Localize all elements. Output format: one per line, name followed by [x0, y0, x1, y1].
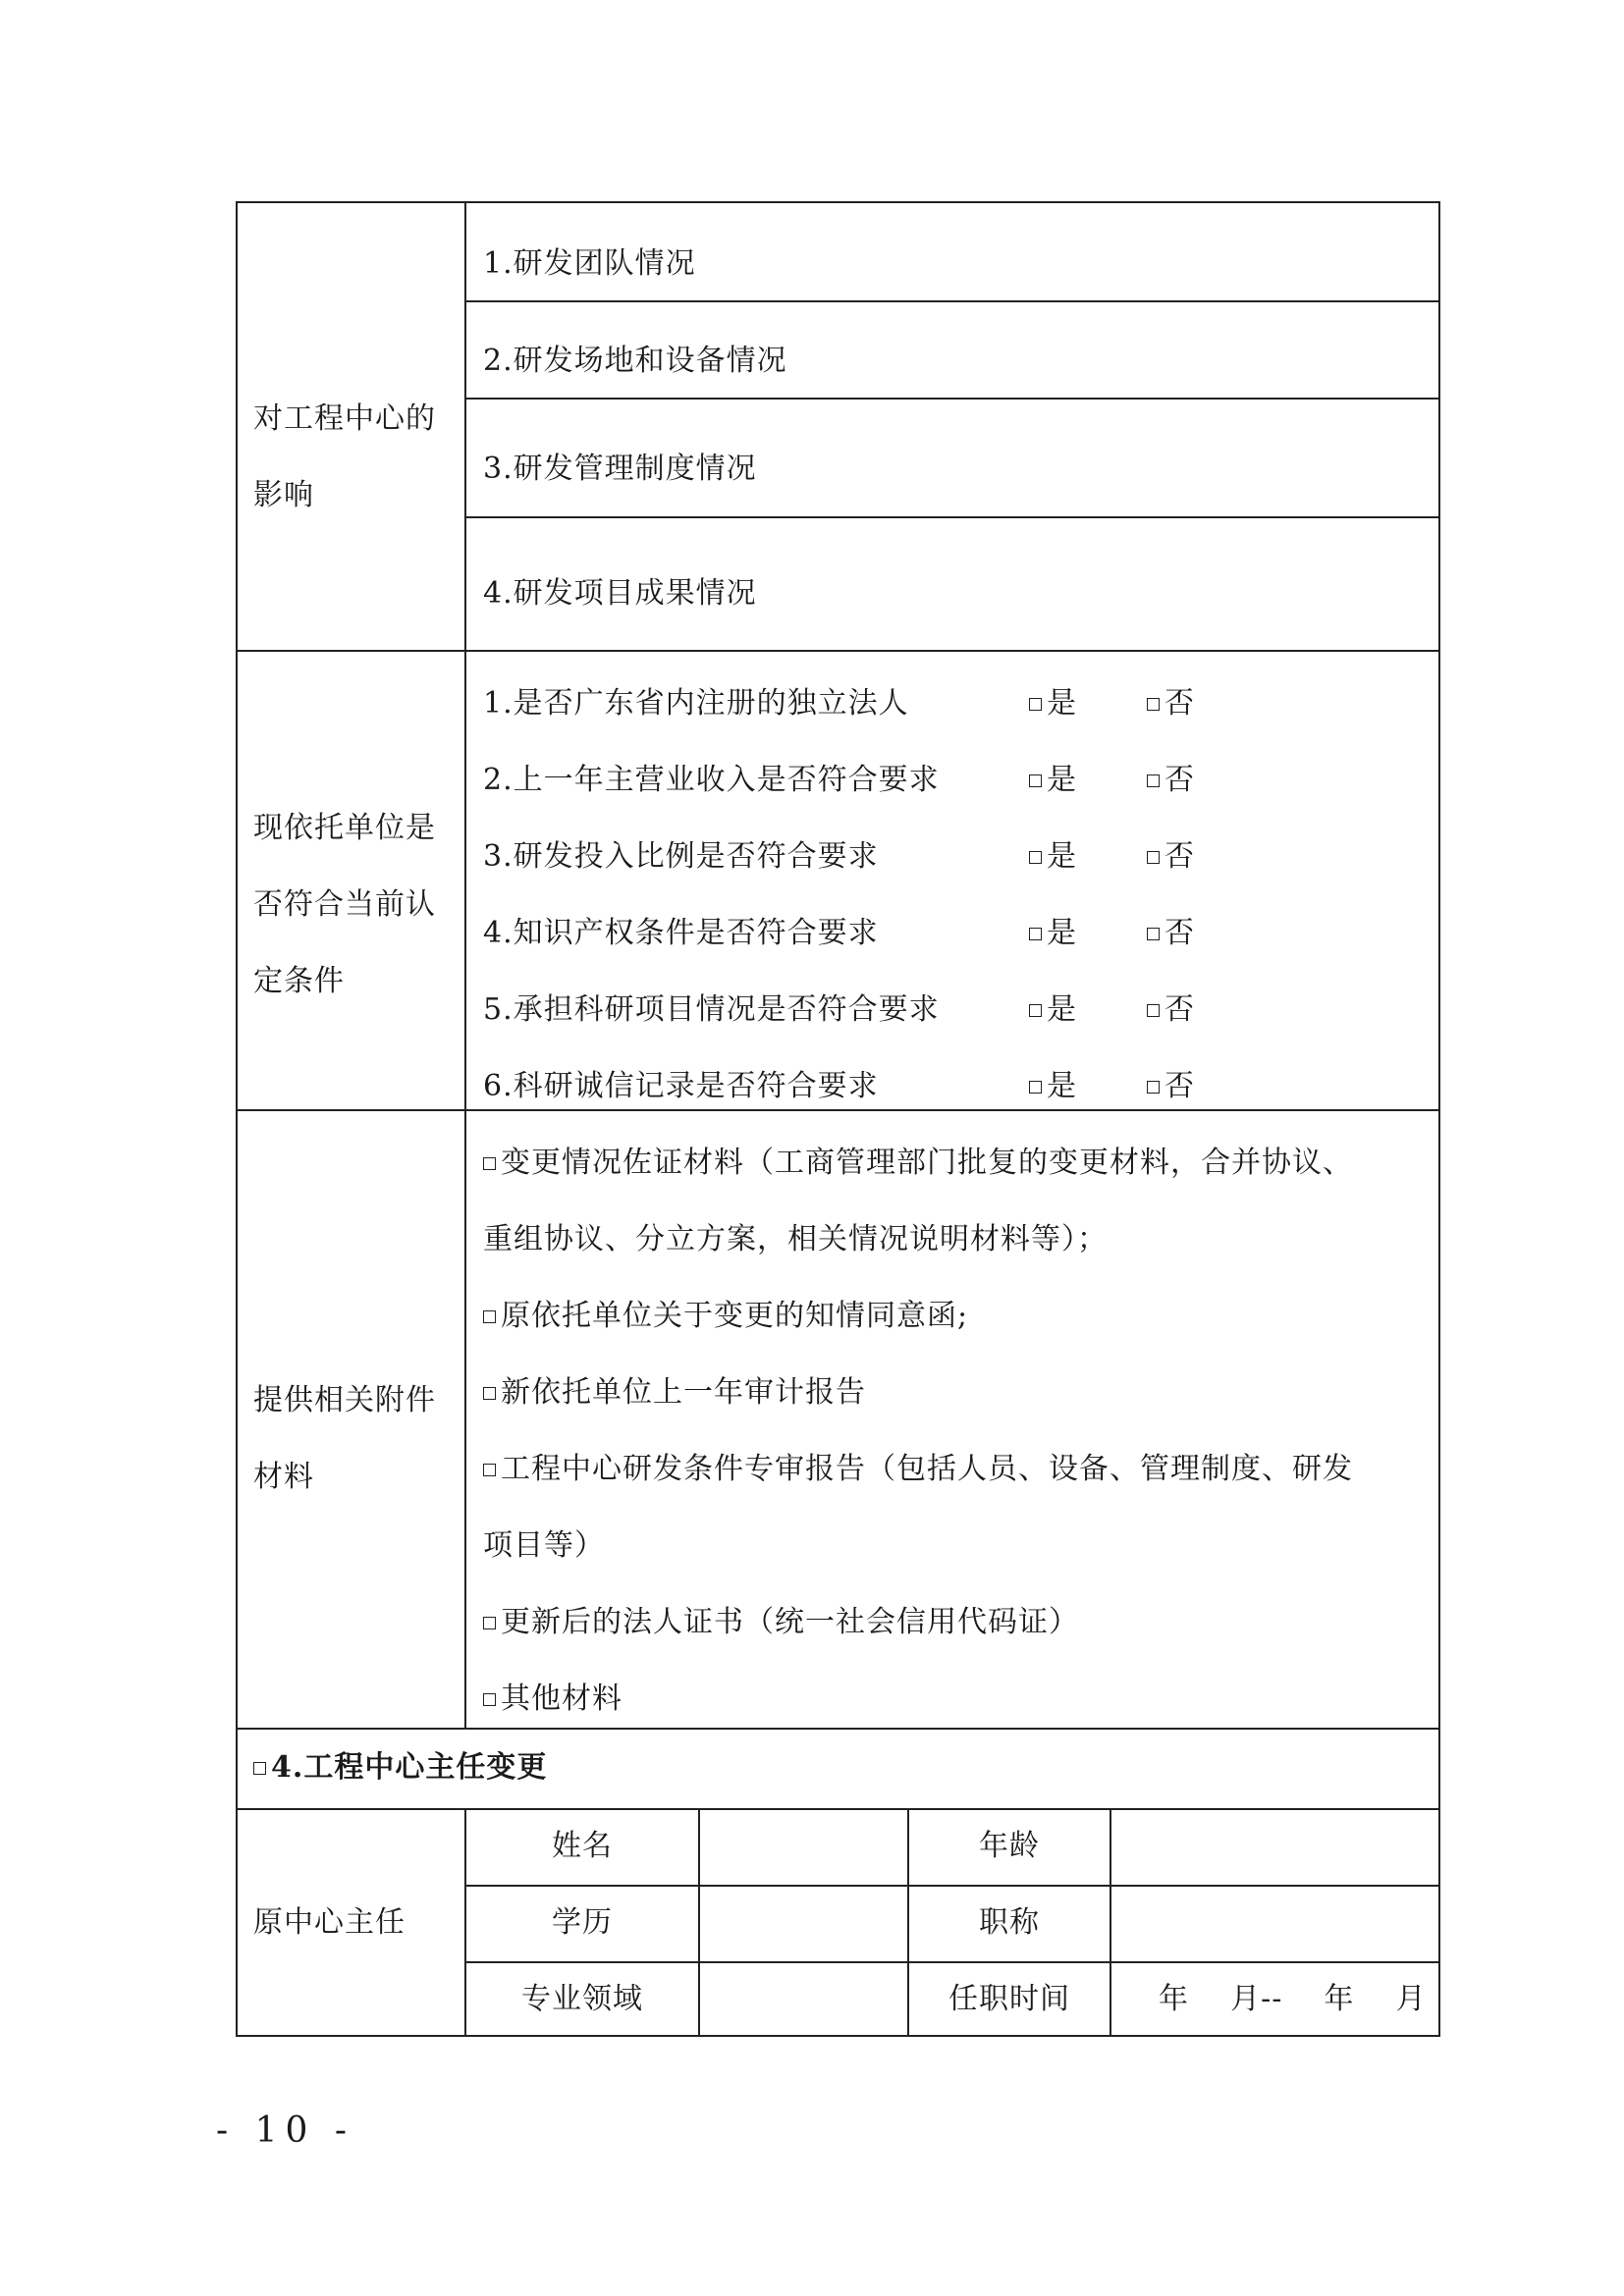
col-divider	[1110, 1808, 1111, 2037]
director-label: 原中心主任	[253, 1905, 406, 1940]
condition-yes-option[interactable]	[1029, 761, 1076, 800]
field-label: 专业领域	[521, 1982, 643, 2016]
condition-yes-option[interactable]	[1029, 990, 1076, 1030]
attachment-continuation: 项目等）	[483, 1528, 605, 1563]
condition-yes-option[interactable]	[1029, 684, 1076, 723]
no-label: 否	[1164, 1069, 1194, 1103]
yes-label: 是	[1047, 763, 1076, 797]
no-label: 否	[1164, 686, 1194, 721]
section4-title: 4.工程中心主任变更	[271, 1750, 548, 1785]
condition-no-option[interactable]	[1147, 990, 1194, 1030]
attachment-continuation: 重组协议、分立方案，相关情况说明材料等）；	[483, 1222, 1108, 1256]
yes-label: 是	[1047, 1069, 1076, 1103]
no-label: 否	[1164, 992, 1194, 1027]
section-divider	[236, 1109, 1440, 1111]
attachment-option[interactable]	[483, 1297, 968, 1336]
condition-no-option[interactable]	[1147, 837, 1194, 877]
condition-item: 1.是否广东省内注册的独立法人	[483, 686, 909, 721]
table-border-top	[236, 201, 1440, 203]
conditions-label	[253, 790, 436, 1020]
condition-item: 3.研发投入比例是否符合要求	[483, 839, 879, 874]
impact-label	[253, 381, 436, 534]
checkbox-icon	[1147, 774, 1160, 787]
title-label: 职称	[979, 1905, 1040, 1940]
conditions-label-line: 定条件	[253, 964, 345, 998]
attachment-option[interactable]	[483, 1680, 623, 1719]
checkbox-icon	[1147, 698, 1160, 711]
checkbox-icon	[1029, 774, 1042, 787]
attachment-option[interactable]	[483, 1450, 1353, 1489]
yes-label: 是	[1047, 992, 1076, 1027]
checkbox-icon	[483, 1617, 496, 1629]
attachment-option[interactable]	[483, 1603, 1079, 1642]
section4-checkbox-option[interactable]	[253, 1748, 547, 1788]
condition-yes-option[interactable]	[1029, 1067, 1076, 1106]
tenure-value: 年 月-- 年 月	[1159, 1982, 1427, 2016]
condition-item: 5.承担科研项目情况是否符合要求	[483, 992, 940, 1027]
condition-item: 6.科研诚信记录是否符合要求	[483, 1069, 879, 1103]
impact-item: 2.研发场地和设备情况	[483, 344, 787, 378]
impact-item: 4.研发项目成果情况	[483, 576, 757, 611]
condition-yes-option[interactable]	[1029, 914, 1076, 953]
condition-no-option[interactable]	[1147, 684, 1194, 723]
checkbox-icon	[1029, 928, 1042, 940]
checkbox-icon	[483, 1157, 496, 1170]
row-divider	[464, 1885, 1440, 1887]
row-divider	[464, 398, 1440, 400]
checkbox-icon	[1029, 1004, 1042, 1017]
table-border-right	[1438, 201, 1440, 2037]
application-form-table	[236, 201, 1440, 2037]
page-number: - 10 -	[216, 2110, 355, 2151]
no-label: 否	[1164, 839, 1194, 874]
impact-label-line: 对工程中心的	[253, 401, 436, 436]
conditions-label-line: 现依托单位是	[253, 811, 436, 845]
attachment-text: 新依托单位上一年审计报告	[501, 1375, 866, 1410]
condition-no-option[interactable]	[1147, 761, 1194, 800]
no-label: 否	[1164, 916, 1194, 950]
col-divider	[698, 1808, 700, 2037]
row-divider	[464, 516, 1440, 518]
education-label: 学历	[552, 1905, 613, 1940]
section-divider	[236, 1728, 1440, 1730]
attachment-option[interactable]	[483, 1144, 1353, 1183]
checkbox-icon	[483, 1693, 496, 1706]
checkbox-icon	[1147, 1081, 1160, 1094]
row-divider	[464, 300, 1440, 302]
name-label: 姓名	[552, 1829, 613, 1863]
condition-yes-option[interactable]	[1029, 837, 1076, 877]
yes-label: 是	[1047, 839, 1076, 874]
impact-label-line: 影响	[253, 478, 314, 512]
condition-no-option[interactable]	[1147, 914, 1194, 953]
attachment-text: 原依托单位关于变更的知情同意函;	[501, 1299, 969, 1333]
attachments-label-line: 材料	[253, 1460, 314, 1494]
attachment-text: 更新后的法人证书（统一社会信用代码证）	[501, 1605, 1079, 1639]
conditions-label-line: 否符合当前认	[253, 887, 436, 922]
section-divider	[236, 1808, 1440, 1810]
checkbox-icon	[1147, 928, 1160, 940]
row-divider	[464, 1961, 1440, 1963]
condition-no-option[interactable]	[1147, 1067, 1194, 1106]
checkbox-icon	[1029, 1081, 1042, 1094]
yes-label: 是	[1047, 916, 1076, 950]
table-border-left	[236, 201, 238, 2037]
attachment-text: 变更情况佐证材料（工商管理部门批复的变更材料，合并协议、	[501, 1146, 1353, 1180]
checkbox-icon	[1147, 1004, 1160, 1017]
attachments-label-line: 提供相关附件	[253, 1383, 436, 1417]
checkbox-icon	[1029, 698, 1042, 711]
impact-item: 1.研发团队情况	[483, 246, 696, 281]
attachment-text: 工程中心研发条件专审报告（包括人员、设备、管理制度、研发	[501, 1452, 1353, 1486]
checkbox-icon	[483, 1464, 496, 1476]
label-column-divider	[464, 201, 466, 1728]
impact-item: 3.研发管理制度情况	[483, 452, 757, 486]
table-border-bottom	[236, 2035, 1440, 2037]
condition-item: 2.上一年主营业收入是否符合要求	[483, 763, 940, 797]
checkbox-icon	[253, 1762, 266, 1775]
checkbox-icon	[483, 1310, 496, 1323]
checkbox-icon	[1147, 851, 1160, 864]
yes-label: 是	[1047, 686, 1076, 721]
age-label: 年龄	[979, 1829, 1040, 1863]
no-label: 否	[1164, 763, 1194, 797]
attachments-label	[253, 1362, 436, 1516]
section-divider	[236, 650, 1440, 652]
checkbox-icon	[483, 1387, 496, 1400]
attachment-option[interactable]	[483, 1373, 866, 1413]
checkbox-icon	[1029, 851, 1042, 864]
attachment-text: 其他材料	[501, 1682, 623, 1716]
tenure-label: 任职时间	[948, 1982, 1070, 2016]
condition-item: 4.知识产权条件是否符合要求	[483, 916, 879, 950]
